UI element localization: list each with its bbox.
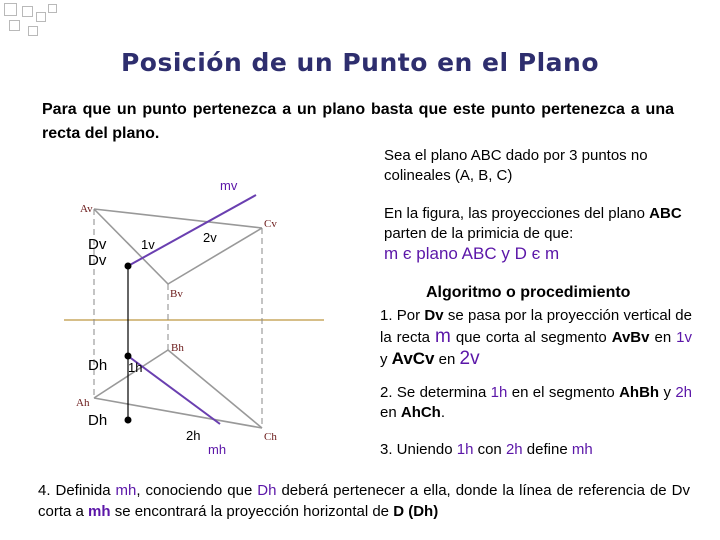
algorithm-title: Algoritmo o procedimiento <box>426 284 631 301</box>
decorative-square <box>28 26 38 36</box>
point-dh <box>125 417 132 424</box>
label-bh: Bh <box>171 342 184 354</box>
label-cv: Cv <box>264 218 277 230</box>
label-bv: Bv <box>170 288 183 300</box>
label-mh: mh <box>208 442 227 457</box>
label-2v: 2v <box>203 230 217 245</box>
step-2: 2. Se determina 1h en el segmento AhBh y 2h en AhCh. <box>380 384 693 421</box>
label-ah: Ah <box>76 397 90 409</box>
label-1v: 1v <box>141 237 155 252</box>
step-4: 4. Definida mh, conociendo que Dh deberá pertenecer a ella, donde la línea de referencia de Dv corta a mh se encontrará la proyección horizontal de D (Dh) <box>38 482 690 520</box>
point-dh-on-mh <box>125 353 132 360</box>
plane-definition: Sea el plano ABC dado por 3 puntos no colineales (A, B, C) <box>384 147 648 184</box>
label-1h: 1h <box>128 360 143 375</box>
decorative-square <box>4 3 17 16</box>
label-2h: 2h <box>186 428 201 443</box>
step-3: 3. Uniendo 1h con 2h define mh <box>380 441 593 458</box>
decorative-square <box>9 20 20 31</box>
page-title: Posición de un Punto en el Plano <box>120 48 600 77</box>
decorative-square <box>22 6 33 17</box>
segment-av-cv <box>94 209 262 228</box>
label-dh-2: Dh <box>88 412 108 429</box>
label-dh-1: Dh <box>88 357 108 374</box>
label-mv: mv <box>220 178 238 193</box>
label-dv-1: Dv <box>88 236 107 253</box>
intro-text: Para que un punto pertenezca a un plano basta que este punto pertenezca a una recta del plano. <box>42 101 674 142</box>
segment-bh-ch <box>168 350 262 428</box>
figure-description: En la figura, las proyecciones del plano ABC parten de la primicia de que: m є plano ABC y D є m <box>384 205 682 263</box>
step-1: 1. Por Dv se pasa por la proyección vertical de la recta m que corta al segmento AvBv en 1v y AvCv en 2v <box>380 307 692 369</box>
label-av: Av <box>80 203 93 215</box>
label-ch: Ch <box>264 431 277 443</box>
point-dv <box>125 263 132 270</box>
decorative-square <box>48 4 57 13</box>
segment-ah-ch <box>94 398 262 428</box>
label-dv-2: Dv <box>88 252 107 269</box>
membership-statement: m є plano ABC y D є m <box>384 244 560 263</box>
line-mv <box>128 195 256 266</box>
decorative-square <box>36 12 46 22</box>
